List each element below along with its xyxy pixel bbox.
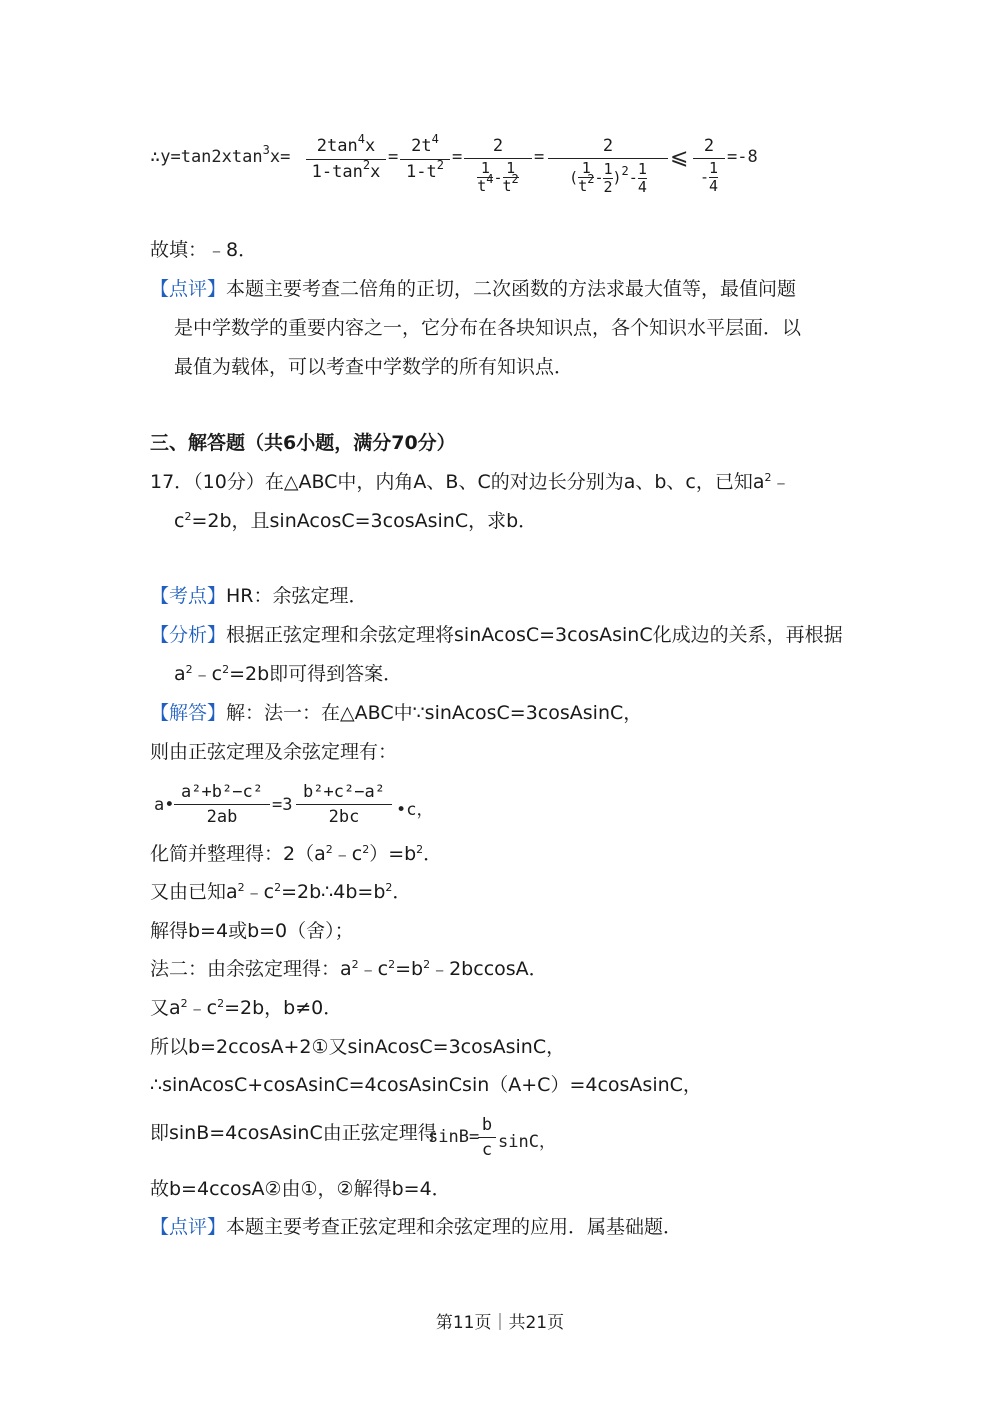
also-line: 又$a^2﹣c^2=2b$，b≠0． [150,997,343,1019]
fraction-5: 2 - $\frac{1}{4}$ [693,135,725,195]
equals-2: = [452,147,463,167]
knowledge-point: 【考点】HR：余弦定理． [150,585,368,607]
eq2-mid: =3 [272,795,293,815]
fraction-3: 2 $\frac{1}{t^4}$ - $\frac{1}{t^2}$ [464,135,532,196]
hence-line: 故b=4ccosA②由①，②解得b=4． [150,1178,451,1200]
eq2-tail: •c， [396,800,434,820]
ie-math-tail: sinC， [498,1132,556,1152]
question-17-line-2: $c^2=2b$，且sinAcosC=3cosAsinC，求b． [174,510,538,532]
fraction-2: $2t^4$ $1-t^2$ [400,135,450,184]
eq2-fraction-2: b²+c²−a² 2bc [296,781,392,828]
fill-answer: 故填：﹣8． [150,239,258,261]
equals-1: = [388,147,399,167]
so-line: 所以b=2ccosA+2①又sinAcosC=3cosAsinC， [150,1036,566,1058]
formula-lead: ∴y=tan2xtan$^3$x= [150,143,291,167]
ie-math-prefix: sinB= [428,1127,480,1147]
section-heading: 三、解答题（共6小题，满分70分） [150,432,456,454]
eq2-fraction-1: a²+b²−c² 2ab [174,781,270,828]
comment-1-line-2: 是中学数学的重要内容之一，它分布在各块知识点，各个知识水平层面．以 [174,317,802,339]
equals-3: = [534,147,545,167]
comment-1-line-3: 最值为载体，可以考查中学数学的所有知识点． [174,356,574,378]
comment-1-line-1: 【点评】本题主要考查二倍角的正切，二次函数的方法求最大值等，最值问题 [150,278,797,300]
analysis-tag: 【分析】 [150,624,227,646]
comment-2-tag: 【点评】 [150,1216,227,1238]
known-line: 又由已知$a^2﹣c^2=2b\therefore 4b=b^2$． [150,881,412,903]
fraction-4: 2 ( $\frac{1}{t^2}$ - $\frac{1}{2}$ )$^2$- $\frac{1}{4}$ [548,135,668,196]
page-footer: 第11页｜共21页 [435,1313,565,1333]
ie-fraction: b c [478,1114,496,1161]
comment-2: 【点评】本题主要考查正弦定理和余弦定理的应用．属基础题． [150,1216,683,1238]
eq2-prefix: a• [154,795,175,815]
solution-line-1: 【解答】解：法一：在△ABC中∵sinAcosC=3cosAsinC， [150,702,643,724]
simplify-line: 化简并整理得：$2(a^2﹣c^2)=b^2$． [150,843,443,865]
knowledge-tag: 【考点】 [150,585,227,607]
solution-tag: 【解答】 [150,702,227,724]
solution-line-2: 则由正弦定理及余弦定理有： [150,741,398,763]
question-17-line-1: 17．（10分）在△ABC中，内角A、B、C的对边长分别为a、b、c，已知$a^2﹣$ [150,471,791,493]
solve-line: 解得b=4或b=0（舍）； [150,920,354,942]
method-2-line: 法二：由余弦定理得：$a^2﹣c^2=b^2﹣2bccosA$． [150,958,548,980]
therefore-line: ∴sinAcosC+cosAsinC=4cosAsinCsin（A+C）=4cosAsinC， [150,1074,702,1096]
comment-tag: 【点评】 [150,278,227,300]
fraction-1: $2\tan^4x$ $1-\tan^2x$ [306,135,386,184]
analysis-line-1: 【分析】根据正弦定理和余弦定理将sinAcosC=3cosAsinC化成边的关系，再根据 [150,624,843,646]
analysis-line-2: $a^2﹣c^2=2b$即可得到答案． [174,663,403,685]
formula-result: =-8 [727,147,758,167]
ie-text: 即sinB=4cosAsinC由正弦定理得 [150,1122,437,1144]
leq-sign: ⩽ [670,145,689,170]
